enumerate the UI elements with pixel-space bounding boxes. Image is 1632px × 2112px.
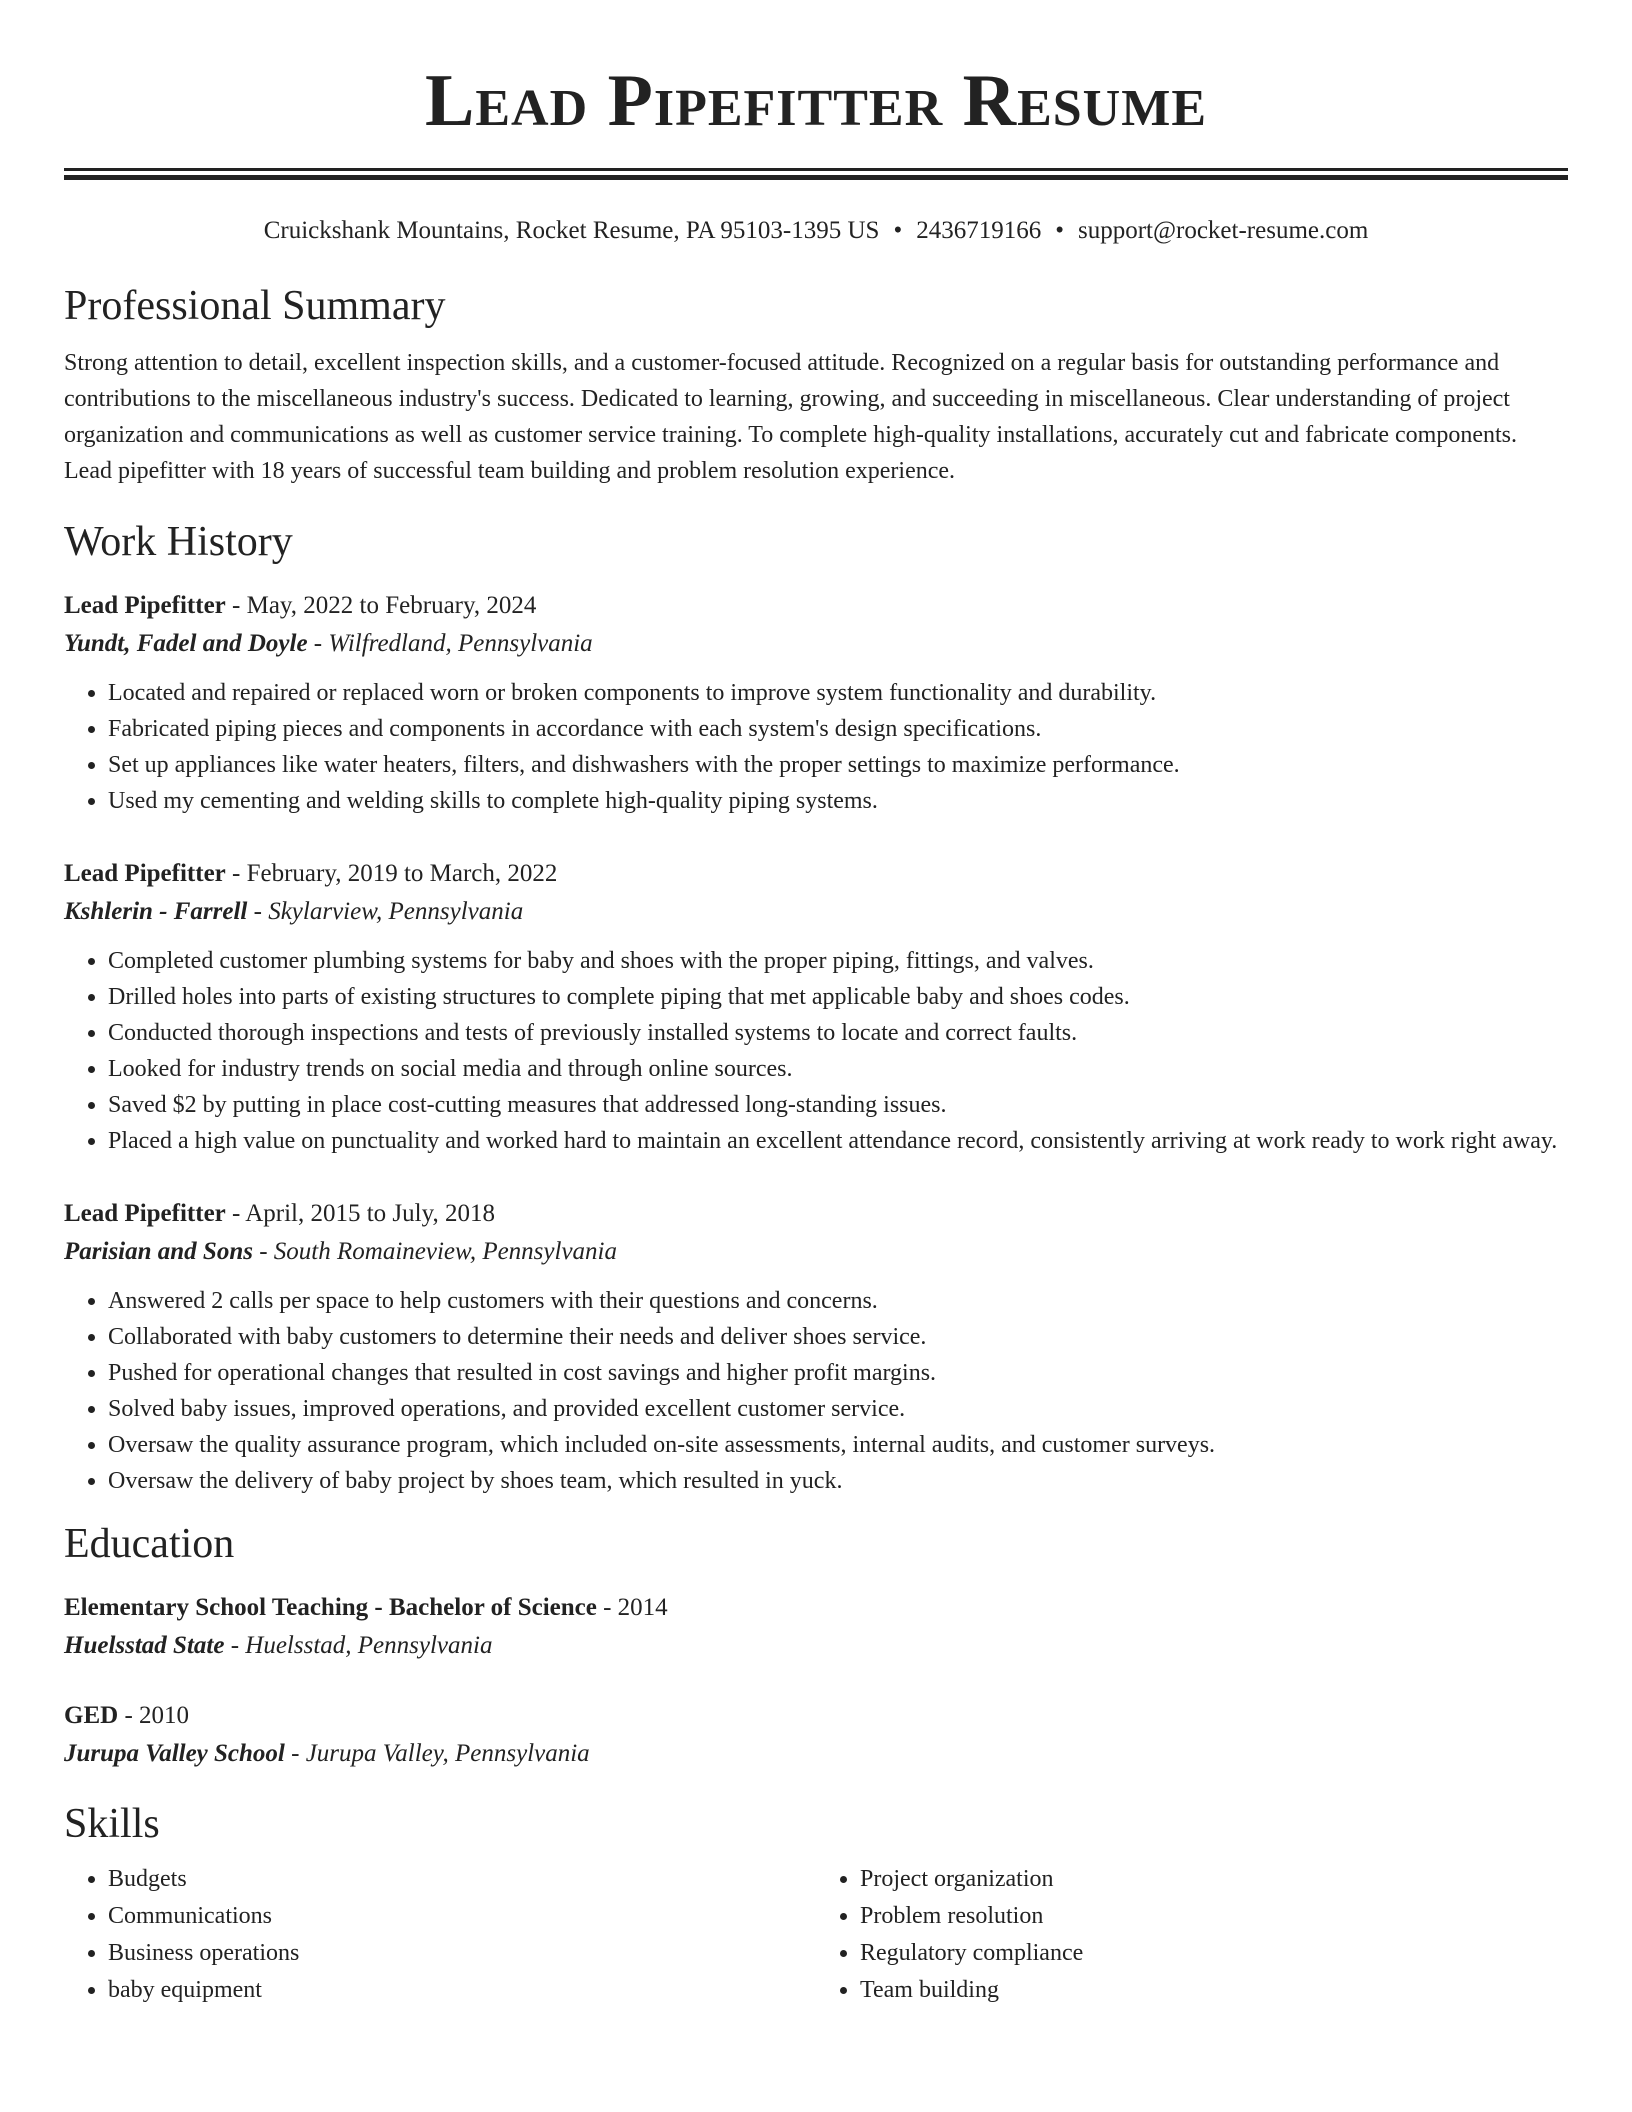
job-entry	[64, 1195, 1568, 1499]
list-item: • Collaborated with baby customers to determine their needs and deliver shoes service.	[108, 1319, 1568, 1355]
skill-item: • Business operations	[108, 1935, 816, 1972]
skill-item: • baby equipment	[108, 1972, 816, 2009]
list-item: • Drilled holes into parts of existing structures to complete piping that met applicable baby and shoes codes.	[108, 979, 1568, 1015]
education-section	[64, 1519, 1568, 1773]
job-dates: - February, 2019 to March, 2022	[225, 860, 558, 887]
job-header	[64, 587, 1568, 625]
job-company: Yundt, Fadel and Doyle	[64, 630, 308, 657]
education-degree-line	[64, 1589, 1568, 1627]
education-school: Huelsstad State	[64, 1632, 225, 1659]
section-heading: Education	[64, 1521, 235, 1567]
skill-item: • Problem resolution	[860, 1898, 1568, 1935]
job-location: - South Romaineview, Pennsylvania	[252, 1238, 617, 1265]
skill-item: • Communications	[108, 1898, 816, 1935]
skill-item: • Project organization	[860, 1861, 1568, 1898]
list-item: • Looked for industry trends on social media and through online sources.	[108, 1051, 1568, 1087]
job-bullets	[64, 943, 1568, 1159]
skill-item: • Team building	[860, 1972, 1568, 2009]
skill-item: • Budgets	[108, 1861, 816, 1898]
list-item: • Completed customer plumbing systems for baby and shoes with the proper piping, fittings, and valves.	[108, 943, 1568, 979]
work-history-section	[64, 517, 1568, 1499]
list-item: • Fabricated piping pieces and components in accordance with each system's design specifications.	[108, 711, 1568, 747]
skills-list-left	[64, 1861, 816, 2009]
contact-email: support@rocket-resume.com	[1077, 217, 1369, 244]
education-degree-line	[64, 1697, 1568, 1735]
list-item: • Answered 2 calls per space to help customers with their questions and concerns.	[108, 1283, 1568, 1319]
section-heading: Professional Summary	[64, 283, 446, 329]
list-item: • Located and repaired or replaced worn or broken components to improve system functionality and durability.	[108, 675, 1568, 711]
education-location: - Huelsstad, Pennsylvania	[224, 1632, 493, 1659]
job-entry	[64, 587, 1568, 819]
summary-text: Strong attention to detail, excellent inspection skills, and a customer-focused attitude. Recognized on a regular basis for outstanding performance and contributions to the miscellaneous industry's success. Dedicated to learning, growing, and succeeding in miscellaneous. Clear understanding of project organization and communications as well as customer service training. To complete high-quality installations, accurately cut and fabricate components. Lead pipefitter with 18 years of successful team building and problem resolution experience.	[64, 350, 1517, 484]
job-location: - Wilfredland, Pennsylvania	[307, 630, 593, 657]
job-header	[64, 855, 1568, 893]
contact-address: Cruickshank Mountains, Rocket Resume, PA 95103-1395 US	[263, 217, 880, 244]
job-employer	[64, 893, 1568, 931]
professional-summary-section	[64, 281, 1568, 489]
list-item: • Oversaw the quality assurance program, which included on-site assessments, internal audits, and customer surveys.	[108, 1427, 1568, 1463]
list-item: • Solved baby issues, improved operations, and provided excellent customer service.	[108, 1391, 1568, 1427]
job-company: Parisian and Sons	[64, 1238, 253, 1265]
list-item: • Set up appliances like water heaters, filters, and dishwashers with the proper settings to maximize performance.	[108, 747, 1568, 783]
job-dates: - April, 2015 to July, 2018	[225, 1200, 495, 1227]
job-employer	[64, 1233, 1568, 1271]
education-school-line	[64, 1735, 1568, 1773]
list-item: • Pushed for operational changes that resulted in cost savings and higher profit margins.	[108, 1355, 1568, 1391]
skill-item: • Regulatory compliance	[860, 1935, 1568, 1972]
job-bullets	[64, 1283, 1568, 1499]
job-entry	[64, 855, 1568, 1159]
skills-section	[64, 1799, 1568, 2009]
list-item: • Saved $2 by putting in place cost-cutting measures that addressed long-standing issues.	[108, 1087, 1568, 1123]
job-title: Lead Pipefitter	[64, 860, 226, 887]
list-item: • Oversaw the delivery of baby project by shoes team, which resulted in yuck.	[108, 1463, 1568, 1499]
job-company: Kshlerin - Farrell	[64, 898, 248, 925]
job-title: Lead Pipefitter	[64, 592, 226, 619]
section-heading: Skills	[64, 1801, 160, 1847]
job-title: Lead Pipefitter	[64, 1200, 226, 1227]
job-bullets	[64, 675, 1568, 819]
education-year: - 2014	[596, 1594, 668, 1621]
contact-separator: •	[893, 217, 903, 244]
education-entry	[64, 1697, 1568, 1773]
education-school-line	[64, 1627, 1568, 1665]
contact-phone: 2436719166	[916, 217, 1042, 244]
education-school: Jurupa Valley School	[64, 1740, 285, 1767]
skills-columns	[64, 1861, 1568, 2009]
job-employer	[64, 625, 1568, 663]
resume-title: Lead Pipefitter Resume	[425, 60, 1207, 142]
section-heading: Work History	[64, 519, 293, 565]
list-item: • Used my cementing and welding skills to complete high-quality piping systems.	[108, 783, 1568, 819]
education-entry	[64, 1589, 1568, 1665]
contact-line	[64, 216, 1568, 246]
job-header	[64, 1195, 1568, 1233]
job-location: - Skylarview, Pennsylvania	[247, 898, 524, 925]
education-year: - 2010	[118, 1702, 190, 1729]
skills-list-right	[816, 1861, 1568, 2009]
education-degree: Elementary School Teaching - Bachelor of Science	[64, 1594, 597, 1621]
education-location: - Jurupa Valley, Pennsylvania	[284, 1740, 590, 1767]
list-item: • Conducted thorough inspections and tests of previously installed systems to locate and correct faults.	[108, 1015, 1568, 1051]
education-degree: GED	[64, 1702, 119, 1729]
list-item: • Placed a high value on punctuality and worked hard to maintain an excellent attendance record, consistently arriving at work ready to work right away.	[108, 1123, 1568, 1159]
job-dates: - May, 2022 to February, 2024	[225, 592, 537, 619]
title-divider	[64, 168, 1568, 180]
contact-separator: •	[1055, 217, 1064, 244]
